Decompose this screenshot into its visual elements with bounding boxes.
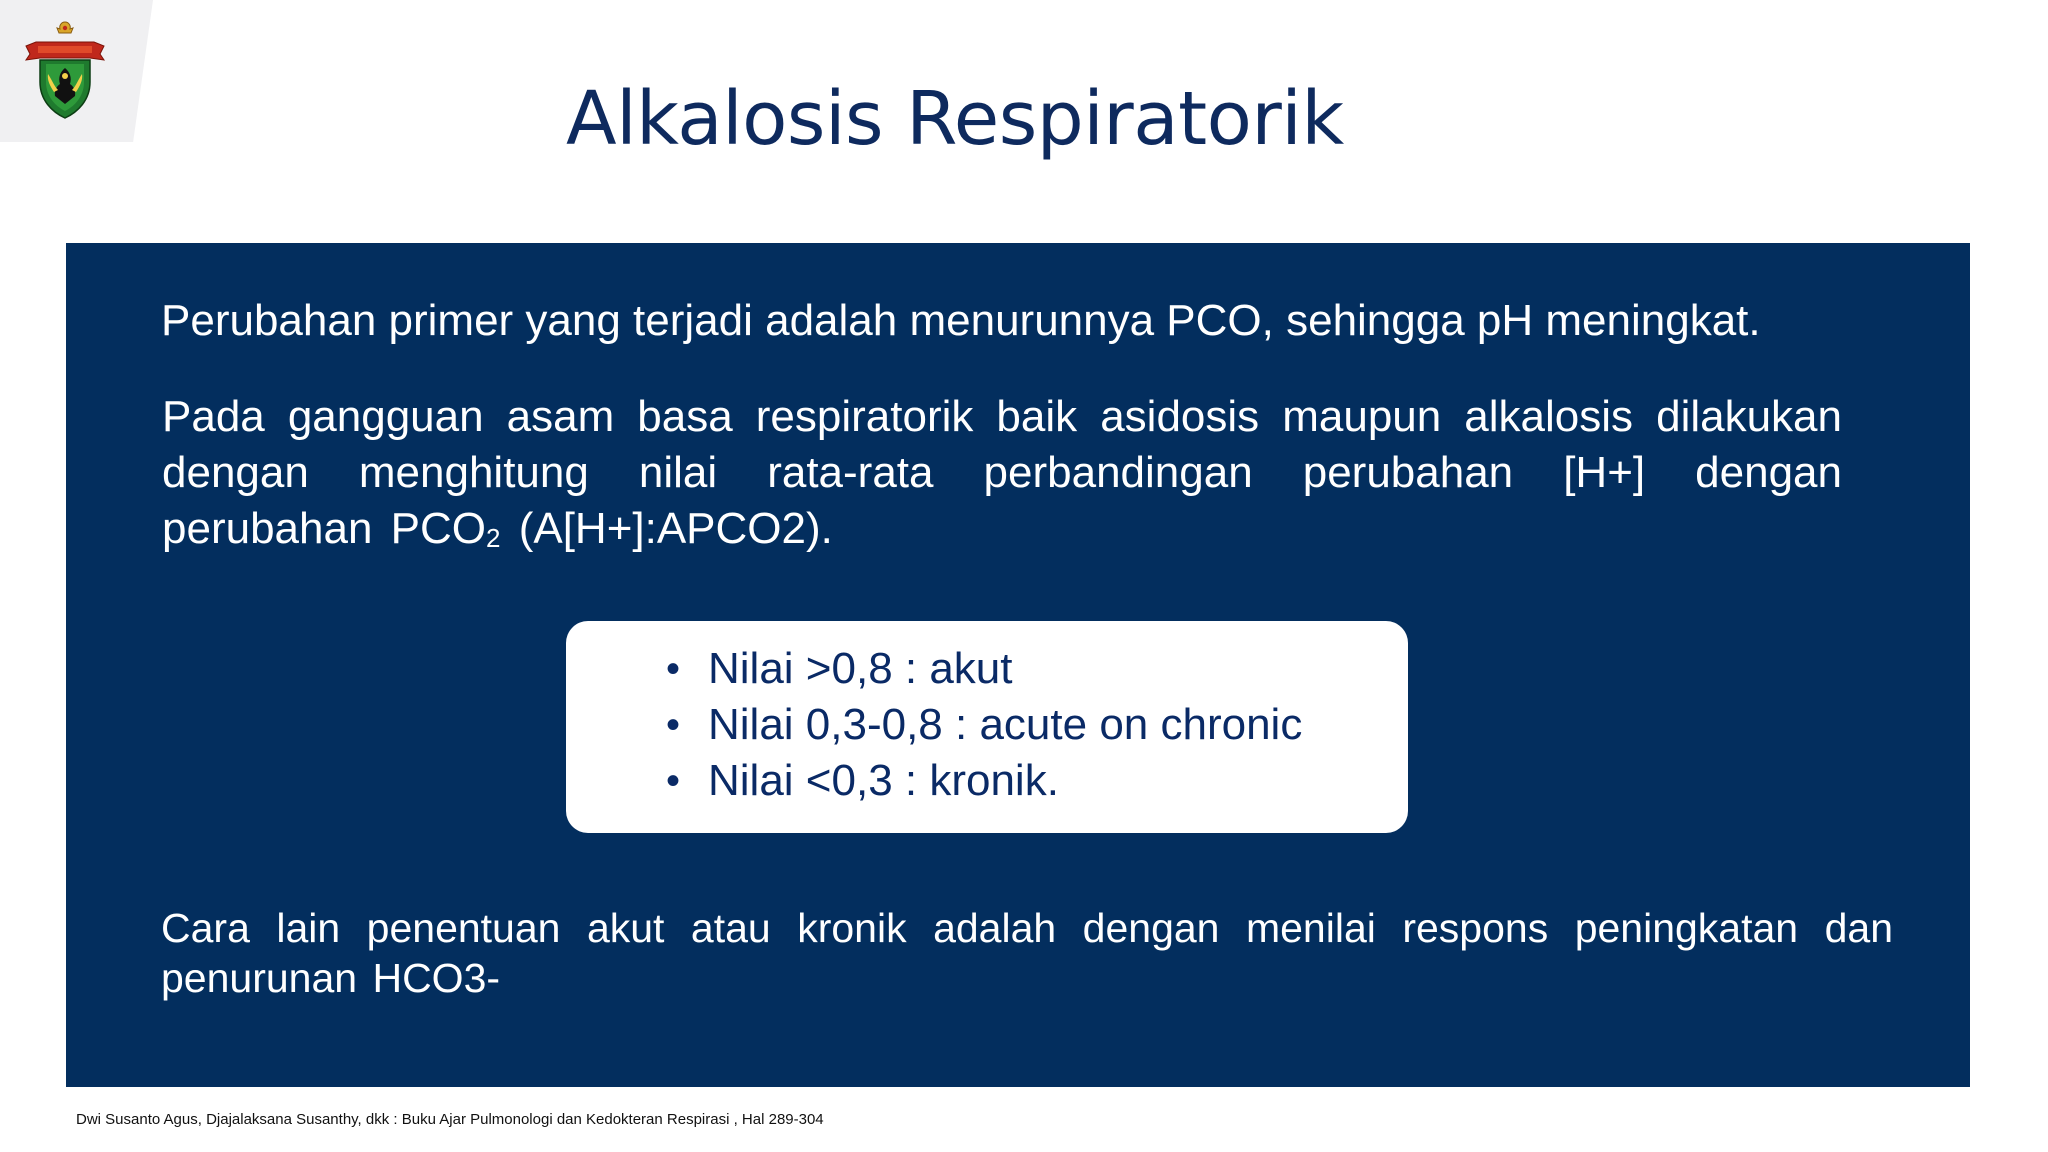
- slide-title: Alkalosis Respiratorik: [566, 76, 1344, 162]
- criteria-item-chronic: [666, 753, 1302, 809]
- paragraph-calculation-text: Pada gangguan asam basa respiratorik baik asidosis maupun alkalosis dilakukan dengan menghitung nilai rata-rata perbandingan perubahan [H+] dengan perubahan PCO: [162, 392, 1842, 553]
- bullet-icon: •: [666, 759, 681, 803]
- criteria-item-acute-on-chronic: [666, 697, 1302, 753]
- paragraph-calculation-formula: (A[H+]:APCO2).: [500, 504, 833, 553]
- criteria-item-label: Nilai >0,8 : akut: [708, 644, 1013, 693]
- content-panel: [66, 243, 1970, 1087]
- university-crest-icon: [24, 20, 106, 122]
- criteria-item-label: Nilai 0,3-0,8 : acute on chronic: [708, 700, 1303, 749]
- paragraph-calculation: [162, 389, 1842, 566]
- criteria-item-acute: [666, 641, 1302, 697]
- criteria-box: [566, 621, 1408, 833]
- paragraph-alternative-method: Cara lain penentuan akut atau kronik adalah dengan menilai respons peningkatan dan penurunan HCO3-: [161, 905, 1893, 1001]
- pco2-subscript: 2: [486, 523, 501, 553]
- bullet-icon: •: [666, 703, 681, 747]
- paragraph-primary-change: Perubahan primer yang terjadi adalah menurunnya PCO, sehingga pH meningkat.: [161, 296, 1761, 345]
- criteria-list: [666, 641, 1302, 809]
- reference-footnote: Dwi Susanto Agus, Djajalaksana Susanthy, dkk : Buku Ajar Pulmonologi dan Kedokteran Respirasi , Hal 289-304: [76, 1111, 824, 1128]
- criteria-item-label: Nilai <0,3 : kronik.: [708, 756, 1059, 805]
- bullet-icon: •: [666, 647, 681, 691]
